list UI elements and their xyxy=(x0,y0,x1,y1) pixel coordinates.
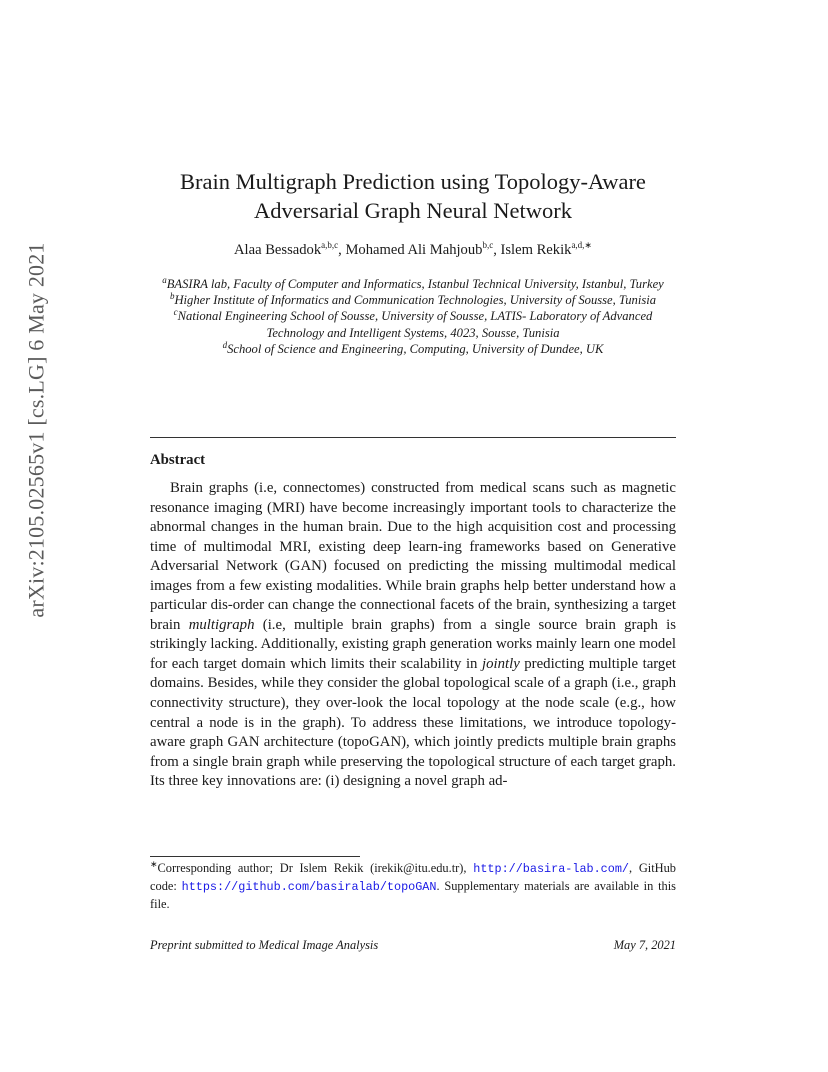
section-divider xyxy=(150,437,676,438)
affiliation xyxy=(150,276,676,292)
github-link[interactable]: https://github.com/basiralab/topoGAN xyxy=(181,880,437,894)
author-list: Alaa Bessadok$^{a,b,c}$, Mohamed Ali Mahjoub$^{b,c}$, Islem Rekik$^{a,d,∗}$ xyxy=(234,240,592,258)
affil-text: Higher Institute of Informatics and Communication Technologies, University of Sousse, Tunisia xyxy=(174,293,657,308)
author-affil-mark: a,d,∗ xyxy=(571,240,592,251)
preprint-date: May 7, 2021 xyxy=(613,938,676,952)
abstract-emphasis: jointly xyxy=(481,655,520,672)
author-affil-mark: b,c xyxy=(482,240,494,251)
affil-mark: b xyxy=(169,291,175,302)
abstract-text: Brain graphs (i.e, connectomes) constructed from medical scans such as magnetic resonance imaging (MRI) have become increasingly important tools to characterize the abnormal changes in the human brain. Due to the high acquisition cost and processing time of multimodal MRI, existing deep learn-ing frameworks based on Generative Adversarial Network (GAN) focused on predicting the missing multimodal medical images from a few existing modalities. While brain graphs help better understand how a particular dis-order can change the connectional facets of the brain, synthesizing a target brain xyxy=(150,480,676,633)
footnote xyxy=(150,860,676,913)
abstract-emphasis: multigraph xyxy=(188,616,255,633)
abstract-text: predicting multiple target domains. Besides, while they consider the global topological scale of a graph (i.e., graph connectivity structure), they over-look the local topology at the node scale (e.g., how central a node is in the graph). To address these limitations, we introduce topology-aware graph GAN architecture (topoGAN), which jointly predicts multiple brain graphs from a single brain graph while preserving the topological structure of each target graph. Its three key innovations are: (i) designing a novel graph ad- xyxy=(150,655,677,790)
abstract-body xyxy=(150,479,676,792)
affiliations xyxy=(150,276,676,357)
footnote-text: . Supplementary materials are available in this file. xyxy=(150,879,676,911)
paper-title xyxy=(150,167,676,225)
affil-text: School of Science and Engineering, Computing, University of Dundee, UK xyxy=(227,341,604,356)
affiliation xyxy=(150,292,676,308)
title-line-2: Adversarial Graph Neural Network xyxy=(254,198,572,223)
affil-mark: d xyxy=(222,339,228,350)
affil-mark: c xyxy=(173,307,178,318)
affil-text: BASIRA lab, Faculty of Computer and Informatics, Istanbul Technical University, Istanbul, Turkey xyxy=(166,277,664,291)
abstract-text: (i.e, multiple brain graphs) from a single source brain graph is strikingly lacking. Additionally, existing graph generation works mainly learn one model for each target domain which limits their scalability in xyxy=(150,616,676,672)
abstract-heading: Abstract xyxy=(150,452,206,468)
arxiv-identifier: arXiv:2105.02565v1 [cs.LG] 6 May 2021 xyxy=(24,242,50,618)
author-affil-mark: a,b,c xyxy=(321,240,339,251)
arxiv-sidebar xyxy=(17,100,57,760)
affil-mark: a xyxy=(162,274,167,285)
preprint-notice: Preprint submitted to Medical Image Analysis xyxy=(150,938,379,952)
footnote-divider xyxy=(150,856,360,857)
footnote-text: , GitHub code: xyxy=(150,861,676,893)
title-line-1: Brain Multigraph Prediction using Topology-Aware xyxy=(180,169,646,194)
affiliation xyxy=(150,308,676,340)
footnote-text: Corresponding author; Dr Islem Rekik (irekik@itu.edu.tr), xyxy=(157,861,474,875)
affiliation xyxy=(150,341,676,357)
lab-website-link[interactable]: http://basira-lab.com/ xyxy=(473,862,629,876)
author-name: Islem Rekik xyxy=(500,242,572,258)
author-name: Mohamed Ali Mahjoub xyxy=(345,242,483,258)
footnote-mark: ∗ xyxy=(150,858,158,869)
affil-text: National Engineering School of Sousse, University of Sousse, LATIS- Laboratory of Advanced Technology and Intelligent Systems, 4023, Sousse, Tunisia xyxy=(177,309,653,340)
author-name: Alaa Bessadok xyxy=(234,242,322,258)
